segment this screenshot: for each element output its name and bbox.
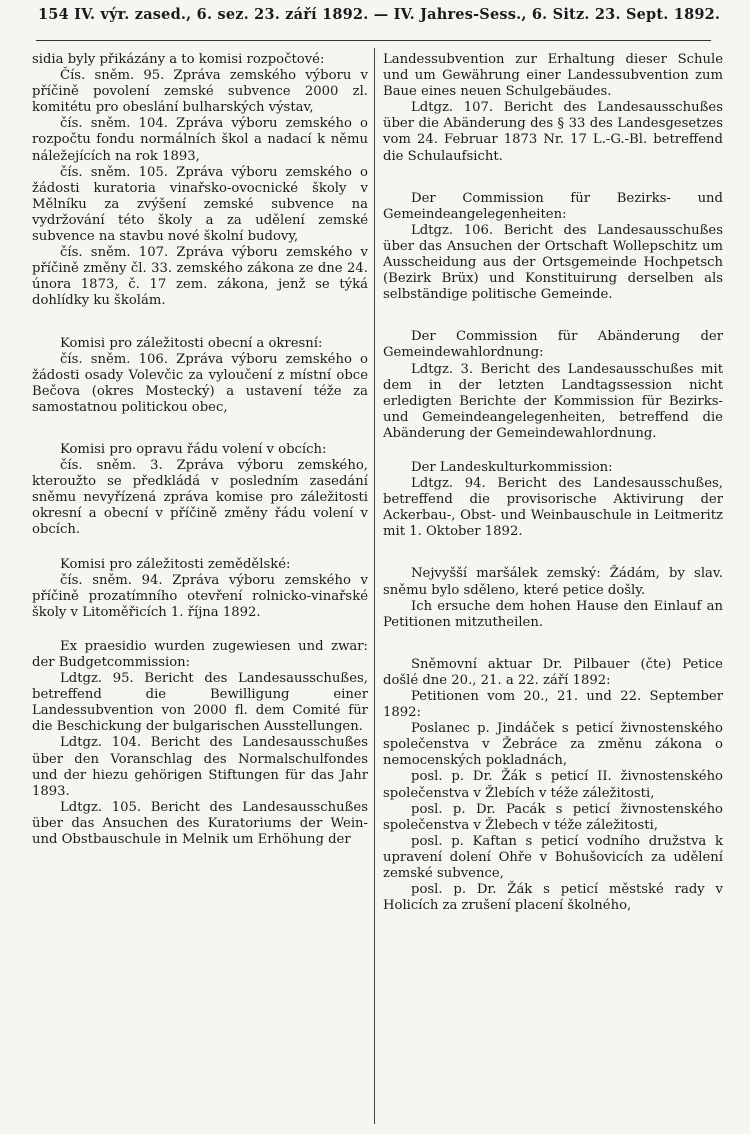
paragraph: Ldtgz. 95. Bericht des Landesausschußes, betreffend die Bewilligung einer Landessubvention von 2000 fl. dem Comité für die Beschickung der bulgarischen Ausstellungen. — [32, 671, 368, 735]
column-divider — [374, 48, 375, 1124]
paragraph: Ldtgz. 94. Bericht des Landesausschußes, betreffend die provisorische Aktivirung der Ackerbau-, Obst- und Weinbauschule in Leitmeritz mit 1. Oktober 1892. — [383, 476, 723, 540]
paragraph: posl. p. Dr. Žák s peticí městské rady v Holicích za zrušení placení školného, — [383, 882, 723, 914]
paragraph: Landessubvention zur Erhaltung dieser Schule und um Gewährung einer Landessubvention zum Baue eines neuen Schulgebäudes. — [383, 52, 723, 100]
paragraph-gap — [383, 540, 723, 566]
paragraph: čís. sněm. 104. Zpráva výboru zemského o rozpočtu fondu normálních škol a nadací k němu náležejících na rok 1893, — [32, 116, 368, 164]
paragraph-gap — [383, 631, 723, 657]
paragraph: Ex praesidio wurden zugewiesen und zwar: der Budgetcommission: — [32, 638, 368, 670]
paragraph: posl. p. Kaftan s peticí vodního družstva k upravení dolení Ohře v Bohušovicích za udělení zemské subvence, — [383, 833, 723, 882]
paragraph: Sněmovní aktuar Dr. Pilbauer (čte) Petice došlé dne 20., 21. a 22. září 1892: — [383, 656, 723, 688]
paragraph: Der Commission für Abänderung der Gemeindewahlordnung: — [383, 329, 723, 361]
paragraph: Nejvyšší maršálek zemský: Žádám, by slav. sněmu bylo sděleno, které petice došly. — [383, 566, 723, 598]
paragraph: Der Commission für Bezirks- und Gemeindeangelegenheiten: — [383, 190, 723, 222]
paragraph-gap — [32, 621, 368, 639]
paragraph: Komisi pro záležitosti zemědělské: — [60, 556, 291, 572]
paragraph-gap — [32, 539, 368, 557]
paragraph: Ldtgz. 107. Bericht des Landesausschußes über die Abänderung des § 33 des Landesgesetzes vom 24. Februar 1873 Nr. 17 L.-G.-Bl. betreffend die Schulaufsicht. — [383, 100, 723, 164]
paragraph: Ldtgz. 106. Bericht des Landesausschußes über das Ansuchen der Ortschaft Wollepschitz um Ausscheidung aus der Ortsgemeinde Hochpetsch (Bezirk Brüx) und Konstituirung derselben als selbständige politische Gemeinde. — [383, 222, 723, 303]
running-header: 154 IV. výr. zased., 6. sez. 23. září 1892. — IV. Jahres-Sess., 6. Sitz. 23. Sept. 1892. — [38, 6, 721, 23]
paragraph: posl. p. Dr. Pacák s peticí živnostenského společenstva v Žlebech v téže záležitosti, — [383, 801, 723, 833]
paragraph-gap — [383, 442, 723, 460]
paragraph: posl. p. Dr. Žák s peticí II. živnostenského společenstva v Žlebích v téže záležitosti, — [383, 769, 723, 801]
paragraph: Komisi pro záležitosti obecní a okresní: — [60, 335, 323, 351]
header-rule — [36, 40, 711, 41]
paragraph: Petitionen vom 20., 21. und 22. September 1892: — [383, 689, 723, 721]
paragraph: Ldtgz. 104. Bericht des Landesausschußes über den Voranschlag des Normalschulfondes und der hiezu gehörigen Stiftungen für das Jahr 1893. — [32, 735, 368, 799]
paragraph: Ldtgz. 105. Bericht des Landesausschußes über das Ansuchen des Kuratoriums der Wein- und Obstbauschule in Melnik um Erhöhung der — [32, 799, 368, 848]
left-column — [32, 52, 368, 848]
paragraph: čís. sněm. 107. Zpráva výboru zemského v příčině změny čl. 33. zemského zákona ze dne 24. února 1873, č. 17 zem. zákona, jenž se týká dohlídky ku školám. — [32, 245, 368, 309]
paragraph-gap — [32, 310, 368, 336]
paragraph-gap — [383, 303, 723, 329]
paragraph: Der Landeskulturkommission: — [411, 459, 613, 475]
paragraph-gap — [383, 165, 723, 191]
paragraph: čís. sněm. 106. Zpráva výboru zemského o žádosti osady Volevčic za vyloučení z místní obce Bečova (okres Mostecký) a ustavení téže za samostatnou politickou obec, — [32, 351, 368, 415]
paragraph: Ich ersuche dem hohen Hause den Einlauf an Petitionen mitzutheilen. — [383, 598, 723, 630]
paragraph-gap — [32, 416, 368, 442]
right-column — [383, 52, 723, 914]
paragraph: Komisi pro opravu řádu volení v obcích: — [60, 441, 327, 457]
paragraph: čís. sněm. 94. Zpráva výboru zemského v příčině prozatímního otevření rolnicko-vinařské školy v Litoměřicích 1. října 1892. — [32, 572, 368, 620]
paragraph: sidia byly přikázány a to komisi rozpočtové: — [32, 52, 325, 67]
paragraph: čís. sněm. 3. Zpráva výboru zemského, kteroužto se předkládá v posledním zasedání sněmu nevyřízená zpráva komise pro záležitosti okresní a obecní v příčině změny řádu volení v obcích. — [32, 458, 368, 538]
paragraph: Čís. sněm. 95. Zpráva zemského výboru v příčině povolení zemské subvence 2000 zl. komitétu pro obeslání bulharských výstav, — [32, 68, 368, 116]
paragraph: čís. sněm. 105. Zpráva výboru zemského o žádosti kuratoria vinařsko-ovocnické školy v Mělníku za zvýšení zemské subvence na vydržování této školy a za udělení zemské subvence na stavbu nové školní budovy, — [32, 164, 368, 245]
paragraph: Ldtgz. 3. Bericht des Landesausschußes mit dem in der letzten Landtagssession nicht erledigten Berichte der Kommission für Bezirks- und Gemeindeangelegenheiten, betreffend die Abänderung der Gemeindewahlordnung. — [383, 361, 723, 441]
paragraph: Poslanec p. Jindáček s peticí živnostenského společenstva v Žebráce za změnu zákona o nemocenských pokladnách, — [383, 721, 723, 769]
